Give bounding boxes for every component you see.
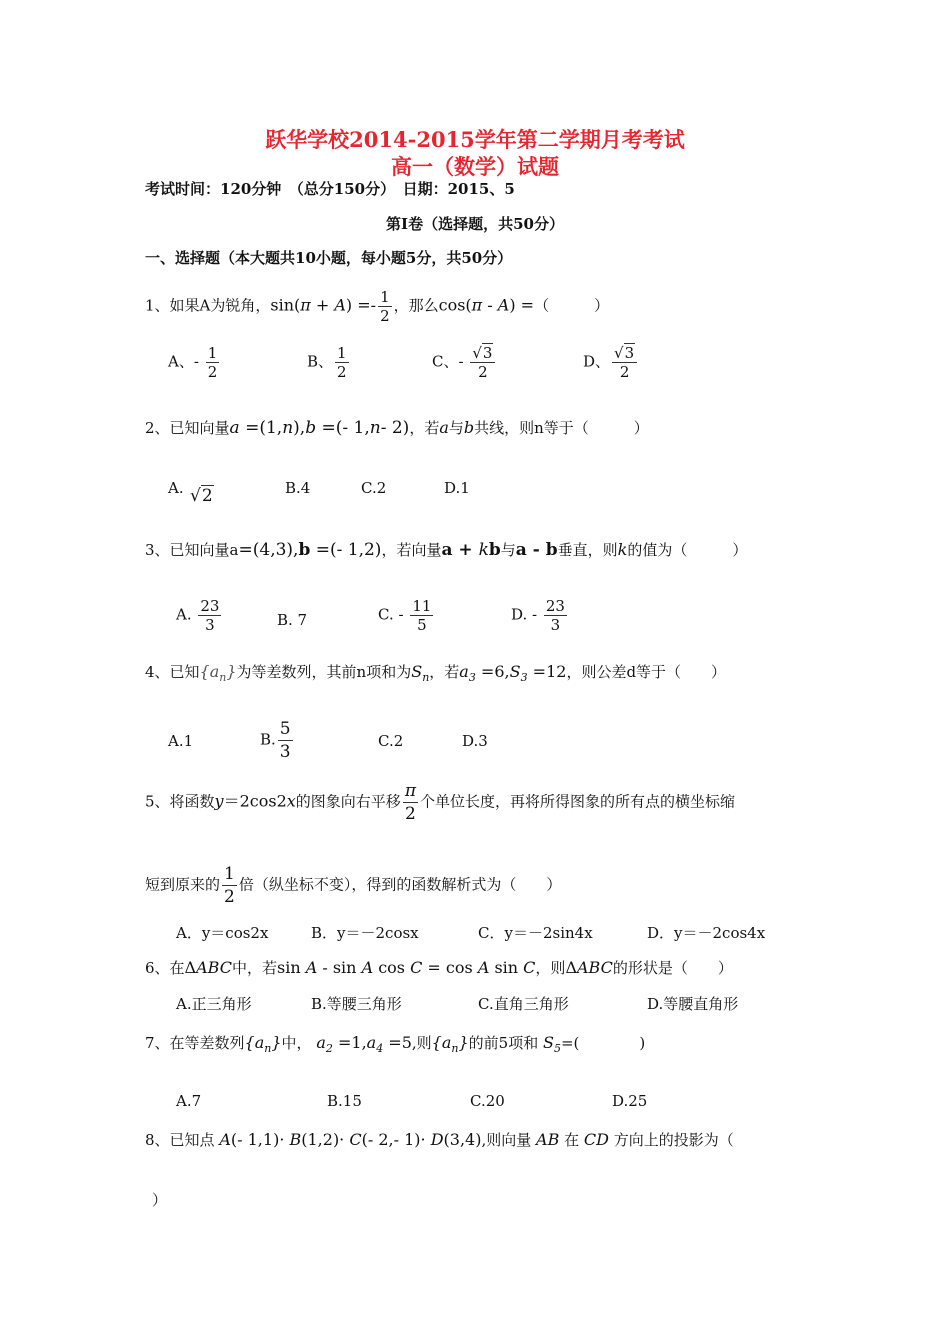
q1-option-c: C、- $\frac{√3}{2}$ <box>432 344 497 381</box>
q2-vectors: a =(1,n),b =(- 1,n- 2) <box>229 418 410 438</box>
q2-option-b: B.4 <box>285 479 311 497</box>
question-1: 1、如果A为锐角，sin(π + A) =- $\frac{1}{2}$ ，那么cos(π - A) =（ ） <box>145 288 610 325</box>
question-4: 4、已知$\{a_n\}$为等差数列，其前n项和为$S_n$，若$a_3 =6,S_3 =12$，则公差d等于（ ） <box>145 662 727 685</box>
q1-option-a: A、- $\frac{1}{2}$ <box>168 344 218 381</box>
question-5-line2: 短到原来的 $\frac{1}{2}$ 倍（纵坐标不变），得到的函数解析式为（ ） <box>145 864 562 907</box>
q7-option-c: C.20 <box>470 1092 505 1110</box>
exam-info: 考试时间：120分钟 （总分150分） 日期：2015、5 <box>145 180 515 198</box>
q2-option-a: A. <box>168 479 184 497</box>
q6-option-c: C.直角三角形 <box>478 995 569 1013</box>
q5-option-a: A．y＝cos2x <box>176 924 269 942</box>
q1-fraction: $\frac{1}{2}$ <box>380 288 390 325</box>
q1-option-d: D、 $\frac{√3}{2}$ <box>583 344 639 381</box>
exam-subtitle: 高一（数学）试题 <box>391 154 559 179</box>
question-8-line2: ） <box>152 1191 168 1209</box>
question-2: 2、已知向量a =(1,n),b =(- 1,n- 2)，若a与b共线，则n等于（ ） <box>145 418 649 438</box>
q3-option-c: C. - $\frac{11}{5}$ <box>378 597 432 634</box>
section-heading: 第Ⅰ卷（选择题，共50分） <box>386 215 564 233</box>
q7-option-a: A.7 <box>176 1092 202 1110</box>
q2-option-d: D.1 <box>444 479 470 497</box>
q5-option-d: D．y＝－2cos4x <box>647 924 766 942</box>
q4-option-a: A.1 <box>168 732 194 750</box>
q4-option-d: D.3 <box>462 732 488 750</box>
q1-target: cos(π - A) = <box>438 295 535 315</box>
q3-option-a: A. $\frac{23}{3}$ <box>176 597 220 634</box>
question-3: 3、已知向量a=(4,3),b =(- 1,2)，若向量a + kb与a - b垂直，则k的值为（ ） <box>145 540 748 560</box>
q1-option-b: B、 $\frac{1}{2}$ <box>307 344 347 381</box>
q2-option-c: C.2 <box>361 479 387 497</box>
q7-option-b: B.15 <box>327 1092 362 1110</box>
q6-option-a: A.正三角形 <box>176 995 252 1013</box>
q4-option-c: C.2 <box>378 732 404 750</box>
exam-title: 跃华学校2014-2015学年第二学期月考考试 <box>265 127 685 152</box>
question-8: 8、已知点 A(- 1,1)· B(1,2)· C(- 2,- 1)· D(3,4),则向量 AB 在 CD 方向上的投影为（ <box>145 1130 734 1149</box>
q5-option-c: C．y＝－2sin4x <box>478 924 593 942</box>
q3-option-b: B. 7 <box>277 611 308 629</box>
q6-option-b: B.等腰三角形 <box>311 995 402 1013</box>
q2-option-a-value: √2 <box>190 486 213 506</box>
question-6: 6、在ΔABC中，若sin A - sin A cos C = cos A sin C，则ΔABC的形状是（ ） <box>145 958 733 977</box>
question-5-line1: 5、将函数y＝2cos2x的图象向右平移 $\frac{\pi}{2}$ 个单位长度，再将所得图象的所有点的横坐标缩 <box>145 781 736 824</box>
q7-option-d: D.25 <box>612 1092 648 1110</box>
q3-option-d: D. - $\frac{23}{3}$ <box>511 597 565 634</box>
q1-condition: sin(π + A) =- <box>270 295 377 315</box>
q6-option-d: D.等腰直角形 <box>647 995 739 1013</box>
part-heading: 一、选择题（本大题共10小题，每小题5分，共50分） <box>145 249 513 267</box>
q5-option-b: B．y＝－2cosx <box>311 924 419 942</box>
question-7: 7、在等差数列$\{a_n\}$中， $a_2 =1,a_4 =5$,则$\{a_n\}$的前5项和 $S_5=$( ) <box>145 1033 646 1056</box>
q4-option-b: B. $\frac{5}{3}$ <box>260 719 291 762</box>
